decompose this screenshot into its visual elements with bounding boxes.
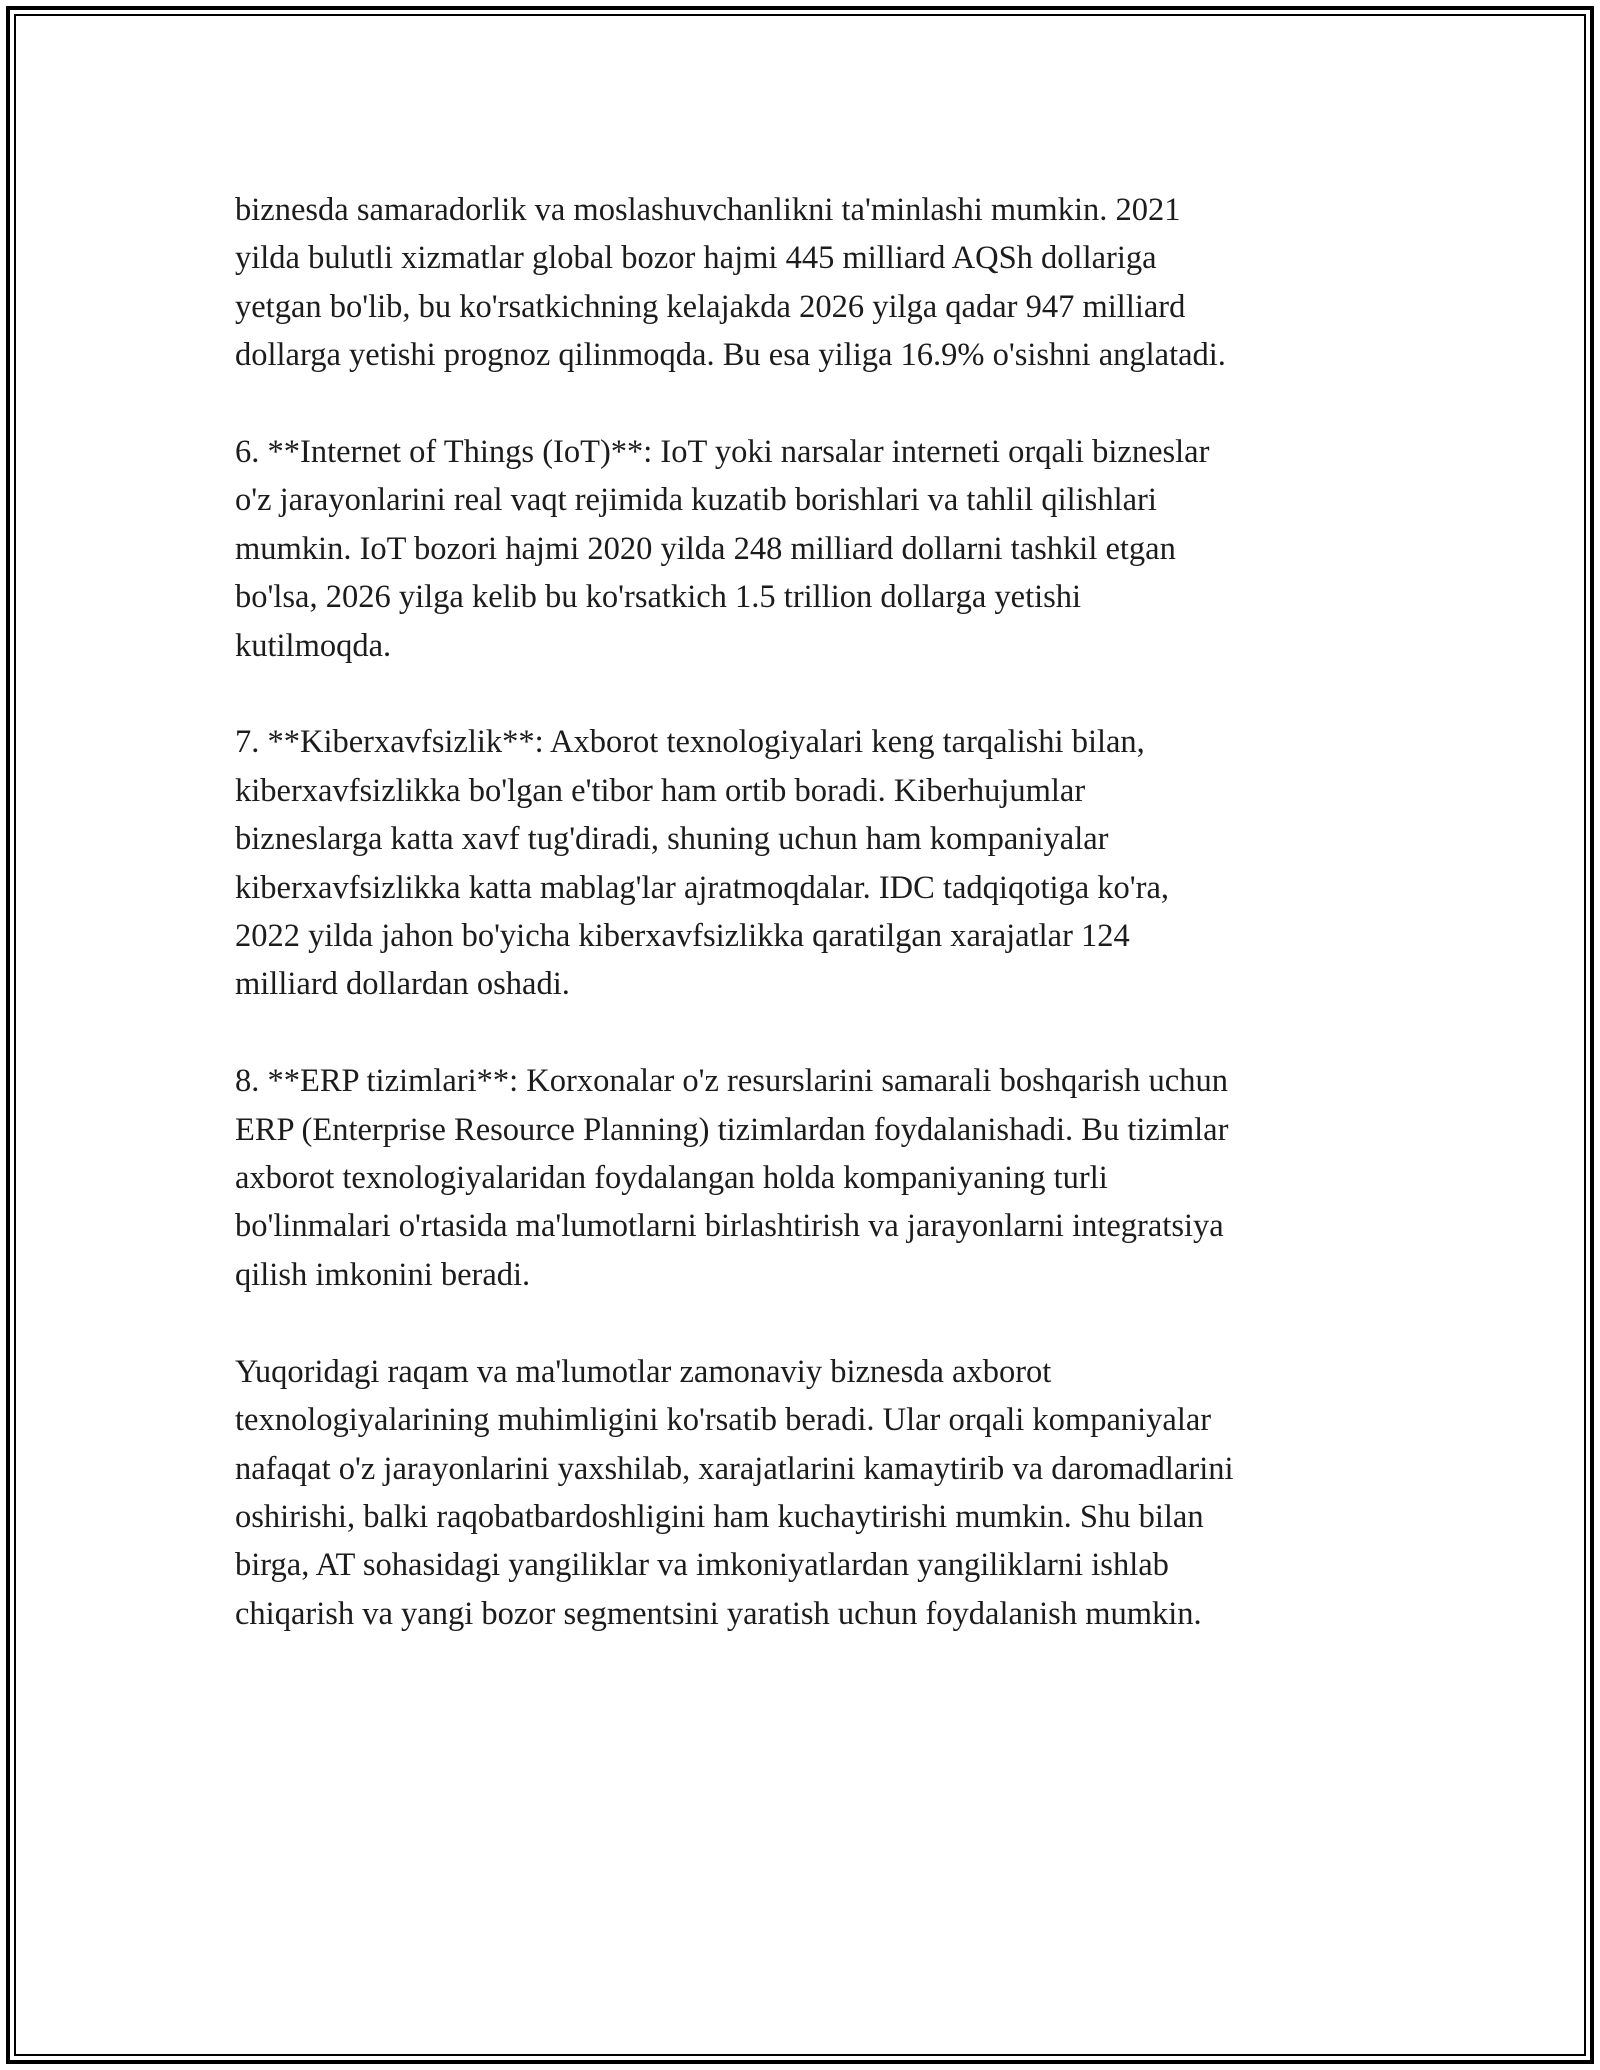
text-line: 6. **Internet of Things (IoT)**: IoT yoki narsalar interneti orqali bizneslar xyxy=(235,434,1210,471)
text-line: texnologiyalarining muhimligini ko'rsatib beradi. Ular orqali kompaniyalar xyxy=(235,1402,1212,1439)
text-line: mumkin. IoT bozori hajmi 2020 yilda 248 milliard dollarni tashkil etgan xyxy=(235,530,1176,567)
paragraph-iot xyxy=(235,428,1365,670)
text-line: dollarga yetishi prognoz qilinmoqda. Bu esa yiliga 16.9% o'sishni anglatadi. xyxy=(235,337,1226,374)
paragraph-cybersecurity xyxy=(235,718,1365,1008)
text-line: milliard dollardan oshadi. xyxy=(235,966,570,1003)
paragraph-conclusion xyxy=(235,1348,1365,1638)
text-line: axborot texnologiyalaridan foydalangan holda kompaniyaning turli xyxy=(235,1160,1108,1197)
text-line: chiqarish va yangi bozor segmentsini yaratish uchun foydalanish mumkin. xyxy=(235,1595,1202,1632)
document-body xyxy=(235,186,1365,1687)
text-line: bo'lsa, 2026 yilga kelib bu ko'rsatkich 1.5 trillion dollarga yetishi xyxy=(235,579,1082,616)
text-line: kiberxavfsizlikka bo'lgan e'tibor ham ortib boradi. Kiberhujumlar xyxy=(235,772,1086,809)
text-line: biznesda samaradorlik va moslashuvchanlikni ta'minlashi mumkin. 2021 xyxy=(235,192,1181,228)
text-line: Yuqoridagi raqam va ma'lumotlar zamonaviy biznesda axborot xyxy=(235,1353,1052,1390)
text-line: 7. **Kiberxavfsizlik**: Axborot texnologiyalari keng tarqalishi bilan, xyxy=(235,724,1145,761)
text-line: qilish imkonini beradi. xyxy=(235,1256,531,1293)
text-line: kiberxavfsizlikka katta mablag'lar ajratmoqdalar. IDC tadqiqotiga ko'ra, xyxy=(235,869,1170,906)
text-line: o'z jarayonlarini real vaqt rejimida kuzatib borishlari va tahlil qilishlari xyxy=(235,482,1157,519)
text-line: yilda bulutli xizmatlar global bozor hajmi 445 milliard AQSh dollariga xyxy=(235,240,1157,277)
text-line: ERP (Enterprise Resource Planning) tizimlardan foydalanishadi. Bu tizimlar xyxy=(235,1111,1229,1148)
text-line: 2022 yilda jahon bo'yicha kiberxavfsizlikka qaratilgan xarajatlar 124 xyxy=(235,918,1130,955)
text-line: nafaqat o'z jarayonlarini yaxshilab, xarajatlarini kamaytirib va daromadlarini xyxy=(235,1450,1234,1487)
text-line: kutilmoqda. xyxy=(235,627,392,664)
text-line: yetgan bo'lib, bu ko'rsatkichning kelajakda 2026 yilga qadar 947 milliard xyxy=(235,288,1186,325)
paragraph-erp xyxy=(235,1057,1365,1299)
text-line: birga, AT sohasidagi yangiliklar va imkoniyatlardan yangiliklarni ishlab xyxy=(235,1547,1169,1584)
text-line: bizneslarga katta xavf tug'diradi, shuning uchun ham kompaniyalar xyxy=(235,821,1109,858)
text-line: oshirishi, balki raqobatbardoshligini ham kuchaytirishi mumkin. Shu bilan xyxy=(235,1498,1204,1535)
text-line: bo'linmalari o'rtasida ma'lumotlarni birlashtirish va jarayonlarni integratsiya xyxy=(235,1208,1224,1245)
text-line: 8. **ERP tizimlari**: Korxonalar o'z resurslarini samarali boshqarish uchun xyxy=(235,1063,1228,1100)
paragraph-cloud-services xyxy=(235,186,1365,380)
